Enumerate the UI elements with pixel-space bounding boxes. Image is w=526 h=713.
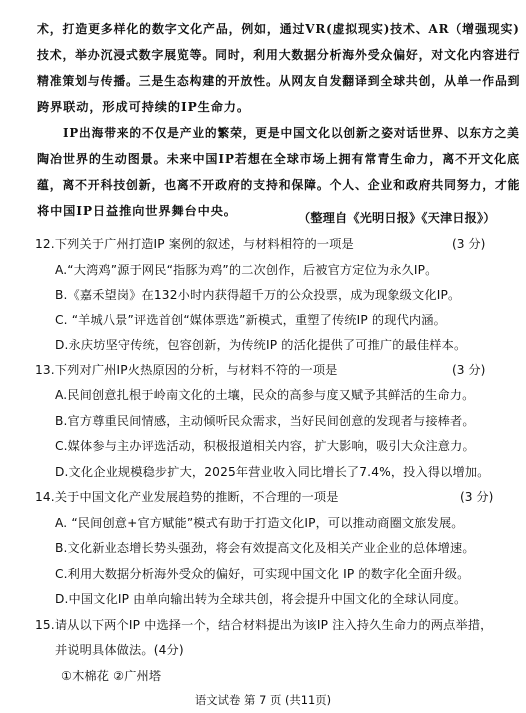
option-d: D.文化企业规模稳步扩大，2025年营业收入同比增长了7.4%，投入得以增加。 xyxy=(55,465,490,479)
passage-line: 陶冶世界的生动图景。未来中国IP若想在全球市场上拥有常青生命力，离不开文化底 xyxy=(37,152,520,166)
question-stem: 12.下列关于广州打造IP 案例的叙述，与材料相符的一项是 xyxy=(35,237,354,251)
option-d: D.中国文化IP 由单向输出转为全球共创，将会提升中国文化的全球认同度。 xyxy=(55,592,467,606)
passage-line: 精准策划与传播。三是生态构建的开放性。从网友自发翻译到全球共创，从单一作品到 xyxy=(37,74,521,88)
page-footer: 语文试卷 第 7 页 (共11页) xyxy=(194,693,332,707)
question-stem-continued: 并说明具体做法。(4分) xyxy=(55,643,184,657)
passage-line: 技术，举办沉浸式数字展览等。同时，利用大数据分析海外受众偏好，对文化内容进行 xyxy=(37,48,521,62)
passage-line: 蕴，离不开科技创新，也离不开政府的支持和保障。个人、企业和政府共同努力，才能 xyxy=(37,178,521,192)
question-stem: 14.关于中国文化产业发展趋势的推断，不合理的一项是 xyxy=(35,490,339,504)
passage-line: 将中国IP日益推向世界舞台中央。 xyxy=(37,204,237,218)
option-b: B.文化新业态增长势头强劲，将会有效提高文化及相关产业企业的总体增速。 xyxy=(55,541,475,555)
option-a: A. “民间创意+官方赋能”模式有助于打造文化IP，可以推动商圈文旅发展。 xyxy=(55,516,464,530)
passage-source: （整理自《光明日报》《天津日报》） xyxy=(298,211,496,225)
option-c: C. “羊城八景”评选首创“媒体票选”新模式，重塑了传统IP 的现代内涵。 xyxy=(55,313,446,327)
passage-line: 跨界联动，形成可持续的IP生命力。 xyxy=(37,100,250,114)
option-a: A.“大湾鸡”源于网民“指豚为鸡”的二次创作，后被官方定位为永久IP。 xyxy=(55,263,438,277)
option-b: B.《嘉禾望岗》在132小时内获得超千万的公众投票，成为现象级文化IP。 xyxy=(55,288,461,302)
option-a: A.民间创意扎根于岭南文化的土壤，民众的高参与度又赋予其鲜活的生命力。 xyxy=(55,388,475,402)
option-d: D.永庆坊坚守传统，包容创新，为传统IP 的活化提供了可推广的最佳样本。 xyxy=(55,338,467,352)
option-b: B.官方尊重民间情感，主动倾听民众需求，当好民间创意的发现者与接棒者。 xyxy=(55,414,475,428)
passage-line: IP出海带来的不仅是产业的繁荣，更是中国文化以创新之姿对话世界、以东方之美 xyxy=(63,126,520,140)
question-choices: ①木棉花 ②广州塔 xyxy=(61,669,162,683)
question-score: (3 分) xyxy=(452,237,486,251)
question-score: (3 分) xyxy=(460,490,494,504)
question-stem: 15.请从以下两个IP 中选择一个，结合材料提出为该IP 注入持久生命力的两点举措， xyxy=(35,618,493,632)
passage-line: 术，打造更多样化的数字文化产品，例如，通过VR(虚拟现实)技术、AR（增强现实) xyxy=(37,22,520,36)
question-score: (3 分) xyxy=(452,363,486,377)
option-c: C.利用大数据分析海外受众的偏好，可实现中国文化 IP 的数字化全面升级。 xyxy=(55,567,470,581)
option-c: C.媒体参与主办评选活动，积极报道相关内容，扩大影响，吸引大众注意力。 xyxy=(55,439,475,453)
question-stem: 13.下列对广州IP火热原因的分析，与材料不符的一项是 xyxy=(35,363,338,377)
